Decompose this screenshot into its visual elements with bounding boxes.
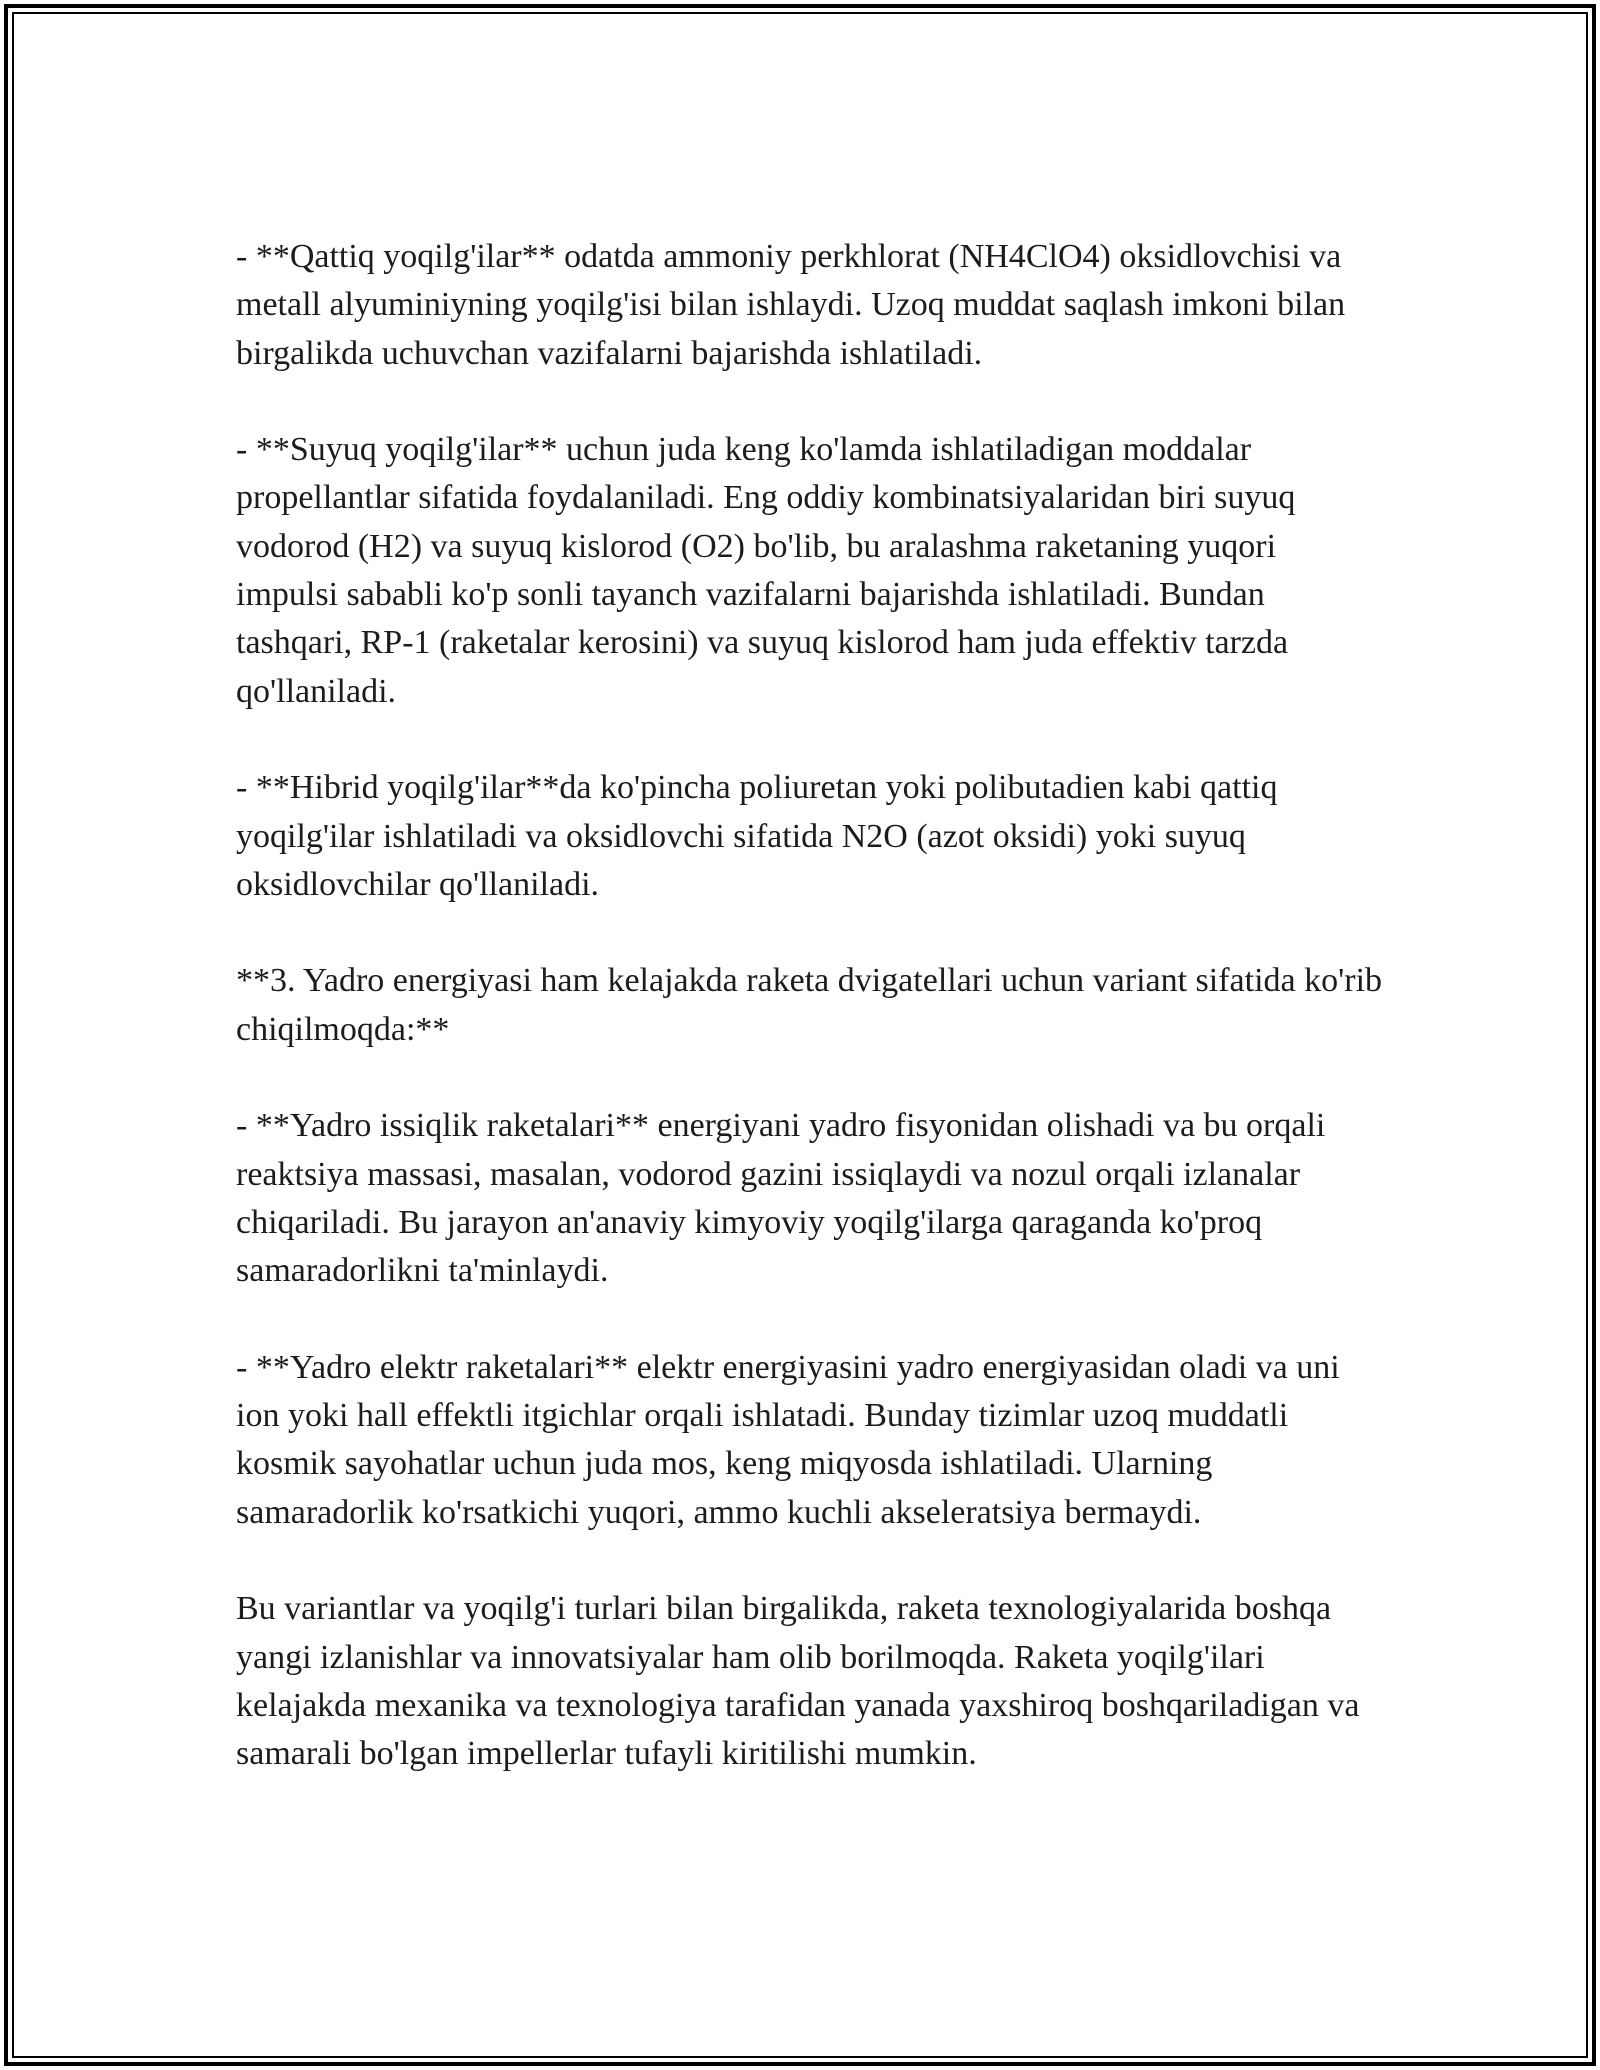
section-heading-nuclear: **3. Yadro energiyasi ham kelajakda raketa dvigatellari uchun variant sifatida ko'rib chiqilmoqda:** (236, 962, 1383, 1048)
paragraph-liquid-fuels: - **Suyuq yoqilg'ilar** uchun juda keng ko'lamda ishlatiladigan moddalar propellantlar sifatida foydalaniladi. Eng oddiy kombinatsiyalaridan biri suyuq vodorod (H2) va suyuq kislorod (O2) bo'lib, bu aralashma raketaning yuqori impulsi sababli ko'p sonli tayanch vazifalarni bajarishda ishlatiladi. Bundan tashqari, RP-1 (raketalar kerosini) va suyuq kislorod ham juda effektiv tarzda qo'llaniladi. (236, 431, 1296, 710)
paragraph-conclusion: Bu variantlar va yoqilg'i turlari bilan birgalikda, raketa texnologiyalarida boshqa yangi izlanishlar va innovatsiyalar ham olib borilmoqda. Raketa yoqilg'ilari kelajakda mexanika va texnologiya tarafidan yanada yaxshiroq boshqariladigan va samarali bo'lgan impellerlar tufayli kiritilishi mumkin. (236, 1590, 1360, 1773)
paragraph-nuclear-electric: - **Yadro elektr raketalari** elektr energiyasini yadro energiyasidan oladi va uni ion yoki hall effektli itgichlar orqali ishlatadi. Bunday tizimlar uzoq muddatli kosmik sayohatlar uchun juda mos, keng miqyosda ishlatiladi. Ularning samaradorlik ko'rsatkichi yuqori, ammo kuchli akseleratsiya bermaydi. (236, 1348, 1340, 1531)
paragraph-nuclear-thermal: - **Yadro issiqlik raketalari** energiyani yadro fisyonidan olishadi va bu orqali reaktsiya massasi, masalan, vodorod gazini issiqlaydi va nozul orqali izlanalar chiqariladi. Bu jarayon an'anaviy kimyoviy yoqilg'ilarga qaraganda ko'proq samaradorlikni ta'minlaydi. (236, 1107, 1326, 1290)
paragraph-hybrid-fuels: - **Hibrid yoqilg'ilar**da ko'pincha poliuretan yoki polibutadien kabi qattiq yoqilg'ilar ishlatiladi va oksidlovchi sifatida N2O (azot oksidi) yoki suyuq oksidlovchilar qo'llaniladi. (236, 769, 1278, 903)
document-body (236, 233, 1386, 1779)
paragraph-solid-fuels: - **Qattiq yoqilg'ilar** odatda ammoniy perkhlorat (NH4ClO4) oksidlovchisi va metall alyuminiyning yoqilg'isi bilan ishlaydi. Uzoq muddat saqlash imkoni bilan birgalikda uchuvchan vazifalarni bajarishda ishlatiladi. (236, 238, 1346, 372)
